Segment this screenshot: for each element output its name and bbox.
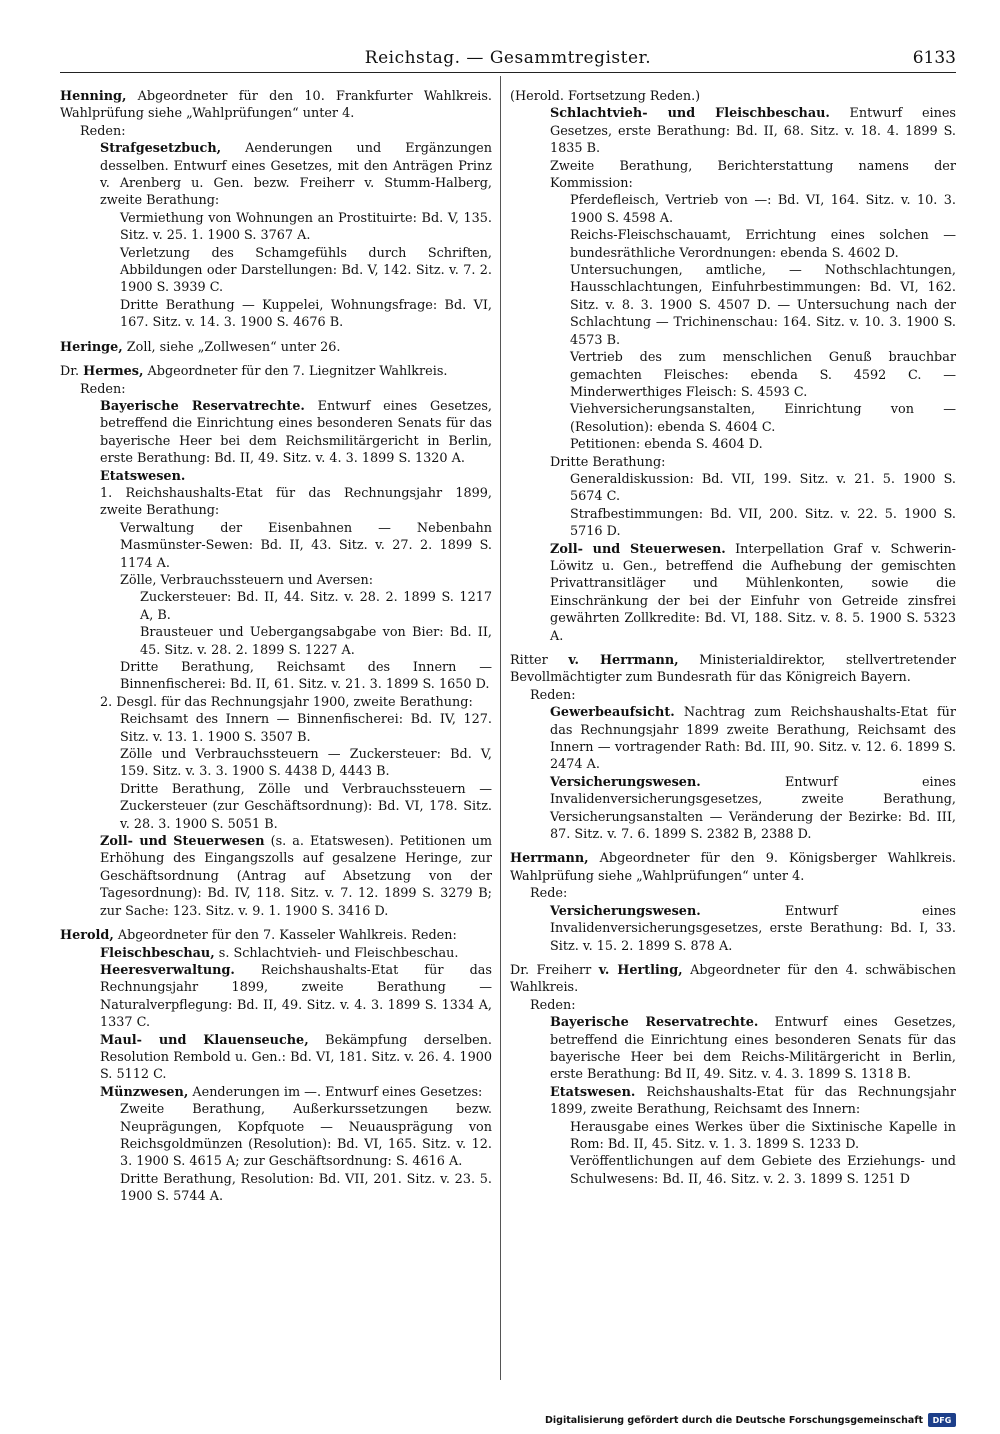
register-entry [510, 885, 956, 902]
entry-text: Reichsamt des Innern — Binnenfischerei: Bd. IV, 127. Sitz. v. 13. 1. 1900 S. 3507 B. [120, 712, 492, 745]
dfg-logo: DFG [928, 1413, 956, 1427]
entry-text: s. Schlachtvieh- und Fleischbeschau. [214, 945, 459, 961]
register-entry [510, 1153, 956, 1188]
register-entry [60, 88, 492, 123]
register-entry [60, 945, 492, 962]
register-entry [60, 485, 492, 520]
entry-heading: Fleischbeschau, [100, 945, 215, 961]
entry-text: (Herold. Fortsetzung Reden.) [510, 89, 701, 104]
register-entry [60, 245, 492, 297]
register-entry [60, 1171, 492, 1206]
entry-heading: Herrmann, [510, 851, 589, 867]
entry-heading: Maul- und Klauenseuche, [100, 1032, 309, 1048]
register-entry [60, 1084, 492, 1101]
register-entry [510, 454, 956, 471]
register-entry [510, 88, 956, 105]
entry-text: Zölle und Verbrauchssteuern — Zuckersteuer: Bd. V, 159. Sitz. v. 3. 3. 1900 S. 4438 D, 4443 B. [120, 747, 492, 780]
entry-heading: Versicherungswesen. [550, 774, 701, 790]
entry-text: Entwurf eines Gesetzes, betreffend die Einrichtung eines besonderen Senats für das bayerische Heer bei dem Reichsmilitärgericht in Berlin, erste Berathung: Bd. II, 49. Sitz. v. 4. 3. 1899 S. 1320 A. [100, 398, 492, 467]
entry-heading: Zoll- und Steuerwesen [100, 834, 265, 850]
register-entry [510, 687, 956, 704]
register-entry [510, 774, 956, 844]
entry-prefix: Dr. Freiherr [510, 962, 599, 978]
register-entry [60, 833, 492, 920]
register-entry [510, 997, 956, 1014]
entry-text: Pferdefleisch, Vertrieb von —: Bd. VI, 164. Sitz. v. 10. 3. 1900 S. 4598 A. [570, 193, 956, 226]
entry-heading: Zoll- und Steuerwesen. [550, 541, 726, 557]
register-entry [510, 704, 956, 774]
entry-text: Reichshaushalts-Etat für das Rechnungsjahr 1899, zweite Berathung — Naturalverpflegung: Bd. II, 49. Sitz. v. 4. 3. 1899 S. 1334 A, 1337 C. [100, 962, 492, 1031]
entry-text: Reden: [80, 123, 126, 139]
entry-heading: Bayerische Reservatrechte. [100, 398, 305, 414]
running-header [60, 48, 956, 74]
register-entry [60, 468, 492, 485]
entry-text: 2. Desgl. für das Rechnungsjahr 1900, zweite Berathung: [100, 694, 473, 710]
register-entry [60, 1101, 492, 1171]
register-entry [510, 1014, 956, 1084]
register-entry [510, 652, 956, 687]
page-number: 6133 [912, 48, 956, 68]
register-entry [60, 624, 492, 659]
register-entry [510, 158, 956, 193]
register-entry [60, 297, 492, 332]
register-entry [510, 903, 956, 955]
entry-heading: Gewerbeaufsicht. [550, 705, 675, 721]
register-entry [510, 962, 956, 997]
entry-text: Reden: [530, 997, 576, 1013]
entry-heading: Etatswesen. [550, 1084, 636, 1100]
entry-text: Zweite Berathung, Berichterstattung namens der Kommission: [550, 158, 956, 192]
entry-text: Entwurf eines Gesetzes, betreffend die Einrichtung eines besonderen Senats für das bayerische Heer bei dem Reichs-Militärgericht in Berlin, erste Berathung: Bd II, 49. Sitz. v. 4. 3. 1899 S. 1318 B. [550, 1015, 956, 1083]
register-entry [60, 746, 492, 781]
register-entry [510, 541, 956, 645]
entry-text: Zweite Berathung, Außerkurssetzungen bezw. Neuprägungen, Kopfquote — Neuausprägung von Reichsgoldmünzen (Resolution): Bd. VI, 165. Sitz. v. 12. 3. 1900 S. 4615 A; zur Geschäftsordnung: S. 4616 A. [120, 1102, 492, 1170]
register-entry [60, 363, 492, 380]
entry-heading: v. Hertling, [598, 962, 683, 978]
entry-text: Verletzung des Schamgefühls durch Schriften, Abbildungen oder Darstellungen: Bd. V, 142. Sitz. v. 7. 2. 1900 S. 3939 C. [120, 245, 492, 296]
entry-text: Veröffentlichungen auf dem Gebiete des Erziehungs- und Schulwesens: Bd. II, 46. Sitz. v. 2. 3. 1899 S. 1251 D [570, 1154, 956, 1187]
register-entry [510, 1119, 956, 1154]
entry-text: Dritte Berathung — Kuppelei, Wohnungsfrage: Bd. VI, 167. Sitz. v. 14. 3. 1900 S. 4676 B. [120, 297, 492, 331]
entry-text: Abgeordneter für den 7. Liegnitzer Wahlkreis. [143, 364, 448, 380]
register-entry [60, 711, 492, 746]
entry-text: Ministerialdirektor, stellvertretender Bevollmächtigter zum Bundesrath für das Königreich Bayern. [510, 653, 956, 686]
entry-text: Zölle, Verbrauchssteuern und Aversen: [120, 572, 374, 588]
entry-text: (s. a. Etatswesen). Petitionen um Erhöhung des Eingangszolls auf gesalzene Heringe, zur Geschäftsordnung (Antrag auf Absetzung von der Tagesordnung): Bd. IV, 118. Sitz. v. 7. 12. 1899 S. 3279 B; zur Sache: 123. Sitz. v. 9. 1. 1900 S. 3416 D. [100, 834, 492, 919]
entry-prefix: Ritter [510, 653, 569, 668]
column-divider [500, 76, 501, 1380]
entry-text: Abgeordneter für den 10. Frankfurter Wahlkreis. Wahlprüfung siehe „Wahlprüfungen“ unter 4. [60, 89, 492, 122]
entry-text: Reden: [530, 687, 576, 703]
register-entry [510, 105, 956, 157]
entry-heading: Etatswesen. [100, 468, 186, 484]
entry-text: Dritte Berathung, Reichsamt des Innern — Binnenfischerei: Bd. II, 61. Sitz. v. 21. 3. 1899 S. 1650 D. [120, 660, 492, 693]
entry-text: Aenderungen im —. Entwurf eines Gesetzes: [188, 1084, 483, 1100]
entry-text: Herausgabe eines Werkes über die Sixtinische Kapelle in Rom: Bd. II, 45. Sitz. v. 1. 3. 1899 S. 1233 D. [570, 1119, 956, 1152]
entry-text: Viehversicherungsanstalten, Einrichtung von — (Resolution): ebenda S. 4604 C. [570, 402, 956, 435]
entry-text: Verwaltung der Eisenbahnen — Nebenbahn Masmünster-Sewen: Bd. II, 43. Sitz. v. 27. 2. 1899 S. 1174 A. [120, 520, 492, 571]
entry-text: Untersuchungen, amtliche, — Nothschlachtungen, Hausschlachtungen, Einfuhrbestimmungen: Bd. VI, 162. Sitz. v. 8. 3. 1900 S. 4507 D. — Untersuchung nach der Schlachtung — Trichinenschau: 164. Sitz. v. 10. 3. 1900 S. 4573 B. [570, 263, 956, 348]
register-entry [60, 140, 492, 210]
entry-text: Abgeordneter für den 7. Kasseler Wahlkreis. Reden: [113, 928, 457, 944]
register-entry [60, 381, 492, 398]
register-entry [510, 1084, 956, 1119]
entry-text: Abgeordneter für den 4. schwäbischen Wahlkreis. [510, 962, 956, 996]
entry-text: Dritte Berathung, Zölle und Verbrauchssteuern — Zuckersteuer (zur Geschäftsordnung): Bd. VI, 178. Sitz. v. 28. 3. 1900 S. 5051 B. [120, 781, 492, 832]
register-entry [60, 927, 492, 944]
register-entry [60, 962, 492, 1032]
footer-credit: Digitalisierung gefördert durch die Deutsche Forschungsgemeinschaft [545, 1414, 923, 1426]
entry-text: Zuckersteuer: Bd. II, 44. Sitz. v. 28. 2. 1899 S. 1217 A, B. [140, 590, 492, 623]
entry-text: Reden: [80, 381, 126, 397]
entry-text: Reichshaushalts-Etat für das Rechnungsjahr 1899, zweite Berathung, Reichsamt des Innern: [550, 1084, 956, 1118]
entry-text: Strafbestimmungen: Bd. VII, 200. Sitz. v. 22. 5. 1900 S. 5716 D. [570, 506, 956, 540]
entry-text: Reichs-Fleischschauamt, Errichtung eines solchen — bundesräthliche Verordnungen: ebenda S. 4602 D. [570, 228, 956, 261]
entry-text: Interpellation Graf v. Schwerin-Löwitz u. Gen., betreffend die Aufhebung der gemischten Privattransitläger und Mühlenkonten, sowie die Einschränkung der bei der Einfuhr von Getreide zinsfrei gewährten Zollkredite: Bd. VI, 188. Sitz. v. 8. 5. 1900 S. 5323 A. [550, 541, 957, 644]
entry-text: Brausteuer und Uebergangsabgabe von Bier: Bd. II, 45. Sitz. v. 28. 2. 1899 S. 1227 A. [140, 625, 492, 658]
entry-heading: Heeresverwaltung. [100, 962, 235, 978]
entry-text: Vermiethung von Wohnungen an Prostituirte: Bd. V, 135. Sitz. v. 25. 1. 1900 S. 3767 A. [120, 210, 492, 244]
entry-heading: Bayerische Reservatrechte. [550, 1015, 759, 1031]
entry-text: 1. Reichshaushalts-Etat für das Rechnungsjahr 1899, zweite Berathung: [100, 485, 492, 519]
entry-heading: v. Herrmann, [568, 653, 679, 668]
register-entry [60, 572, 492, 589]
register-entry [60, 520, 492, 572]
register-entry [510, 436, 956, 453]
register-entry [60, 589, 492, 624]
entry-text: Entwurf eines Invalidenversicherungsgesetzes, zweite Berathung, Versicherungsanstalten — Veränderung der Bezirke: Bd. III, 87. Sitz. v. 7. 6. 1899 S. 2382 B, 2388 D. [550, 774, 956, 843]
register-entry [510, 401, 956, 436]
entry-heading: Münzwesen, [100, 1084, 189, 1100]
register-entry [510, 471, 956, 506]
register-entry [60, 1032, 492, 1084]
register-entry [60, 339, 492, 356]
register-entry [60, 659, 492, 694]
entry-heading: Henning, [60, 89, 127, 104]
register-entry [60, 123, 492, 140]
entry-prefix: Dr. [60, 364, 84, 380]
entry-heading: Heringe, [60, 339, 123, 355]
entry-text: Dritte Berathung, Resolution: Bd. VII, 201. Sitz. v. 23. 5. 1900 S. 5744 A. [120, 1171, 492, 1205]
entry-text: Aenderungen und Ergänzungen desselben. Entwurf eines Gesetzes, mit den Anträgen Prinz v. Arenberg u. Gen. bezw. Freiherr v. Stumm-Halberg, zweite Berathung: [100, 141, 492, 209]
register-entry [60, 398, 492, 468]
entry-text: Vertrieb des zum menschlichen Genuß brauchbar gemachten Fleisches: ebenda S. 4592 C. — Minderwerthiges Fleisch: S. 4593 C. [570, 350, 956, 400]
entry-text: Petitionen: ebenda S. 4604 D. [570, 437, 763, 453]
entry-text: Zoll, siehe „Zollwesen“ unter 26. [122, 339, 341, 355]
entry-heading: Schlachtvieh- und Fleischbeschau. [550, 106, 830, 122]
register-entry [60, 210, 492, 245]
entry-text: Entwurf eines Invalidenversicherungsgesetzes, erste Berathung: Bd. I, 33. Sitz. v. 15. 2. 1899 S. 878 A. [550, 903, 956, 954]
register-entry [510, 192, 956, 227]
entry-heading: Versicherungswesen. [550, 903, 701, 919]
entry-text: Dritte Berathung: [550, 454, 666, 470]
register-entry [60, 781, 492, 833]
header-title: Reichstag. — Gesammtregister. [364, 48, 652, 68]
entry-text: Abgeordneter für den 9. Königsberger Wahlkreis. Wahlprüfung siehe „Wahlprüfungen“ unter 4. [510, 851, 956, 884]
footer [545, 1413, 956, 1427]
entry-text: Nachtrag zum Reichshaushalts-Etat für das Rechnungsjahr 1899 zweite Berathung, Reichsamt des Innern — vortragender Rath: Bd. III, 90. Sitz. v. 12. 6. 1899 S. 2474 A. [550, 705, 956, 773]
register-entry [60, 694, 492, 711]
entry-text: Bekämpfung derselben. Resolution Rembold u. Gen.: Bd. VI, 181. Sitz. v. 26. 4. 1900 S. 5112 C. [100, 1032, 492, 1083]
register-entry [510, 262, 956, 349]
header-rule [60, 72, 956, 73]
entry-heading: Hermes, [83, 364, 144, 380]
entry-text: Entwurf eines Gesetzes, erste Berathung: Bd. II, 68. Sitz. v. 18. 4. 1899 S. 1835 B. [550, 106, 956, 157]
register-entry [510, 227, 956, 262]
entry-heading: Strafgesetzbuch, [100, 141, 222, 157]
entry-text: Rede: [530, 886, 568, 902]
entry-heading: Herold, [60, 928, 114, 944]
register-entry [510, 349, 956, 401]
register-entry [510, 506, 956, 541]
register-entry [510, 850, 956, 885]
left-column [60, 88, 492, 1206]
entry-text: Generaldiskussion: Bd. VII, 199. Sitz. v. 21. 5. 1900 S. 5674 C. [570, 471, 956, 505]
right-column [510, 88, 956, 1188]
